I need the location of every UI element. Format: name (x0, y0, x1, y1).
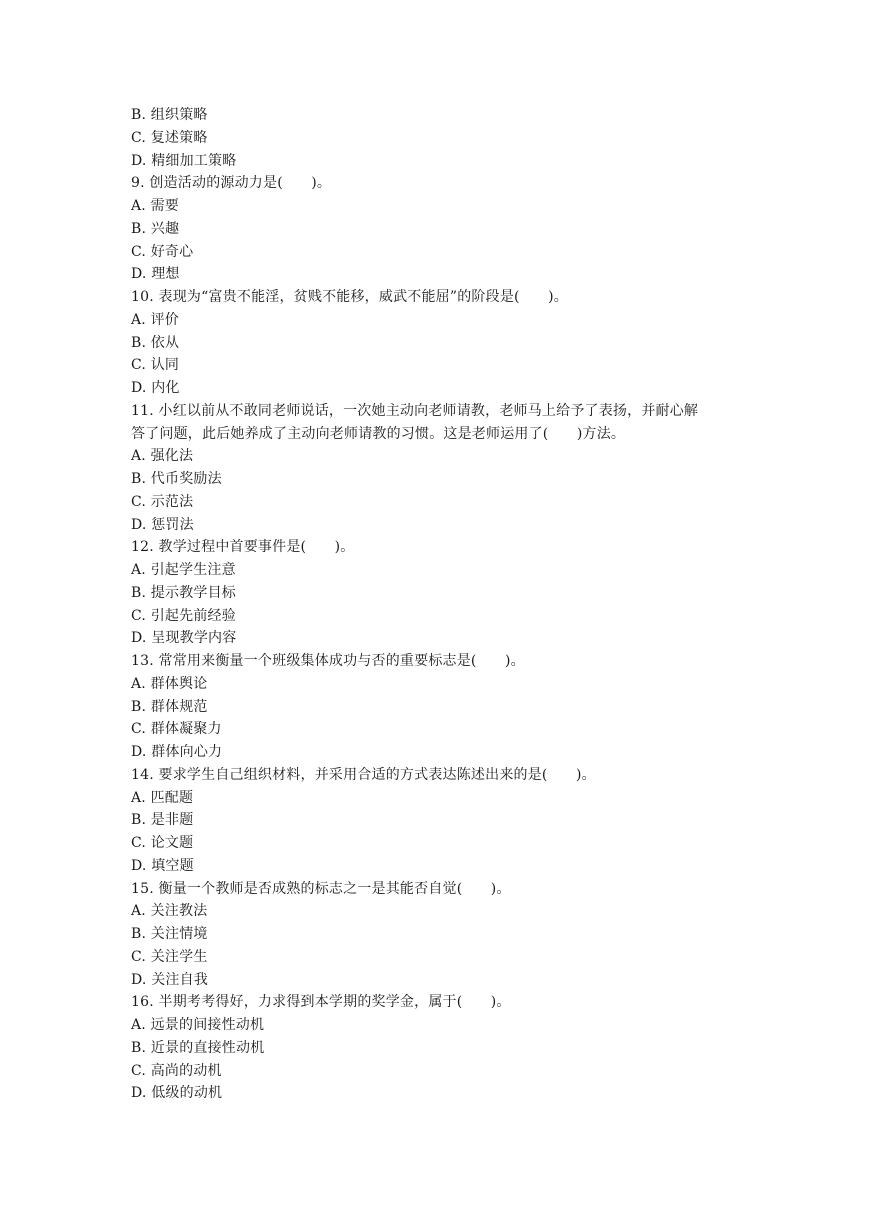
question-stem: 15. 衡量一个教师是否成熟的标志之一是其能否自觉( )。 (131, 880, 511, 897)
option-d: D. 低级的动机 (131, 1085, 223, 1102)
question-11 (131, 400, 751, 537)
option-a: A. 需要 (131, 198, 180, 214)
question-15 (131, 878, 751, 992)
option-c: C. 关注学生 (131, 948, 208, 965)
question-list (131, 104, 751, 1105)
option-c: C. 好奇心 (131, 243, 194, 260)
question-14 (131, 764, 751, 878)
option-c: C. 认同 (131, 357, 180, 374)
question-stem: 16. 半期考考得好，力求得到本学期的奖学金，属于( )。 (131, 994, 511, 1011)
question-stem: 13. 常常用来衡量一个班级集体成功与否的重要标志是( )。 (131, 653, 525, 669)
option-a: A. 群体舆论 (131, 675, 208, 692)
option-a: A. 评价 (131, 311, 180, 328)
option-d: D. 惩罚法 (131, 516, 194, 533)
option-line: B. 组织策略 (131, 107, 208, 123)
option-a: A. 远景的间接性动机 (131, 1017, 265, 1033)
question-stem: 12. 教学过程中首要事件是( )。 (131, 539, 355, 556)
option-d: D. 内化 (131, 380, 180, 396)
option-line: D. 精细加工策略 (131, 152, 237, 169)
question-stem-line-1: 11. 小红以前从不敢同老师说话，一次她主动向老师请教，老师马上给予了表扬，并耐心解 (131, 402, 699, 419)
option-a: A. 匹配题 (131, 789, 194, 806)
question-stem: 10. 表现为“富贵不能淫，贫贱不能移，威武不能屈”的阶段是( )。 (131, 289, 568, 305)
question-13 (131, 650, 751, 764)
option-d: D. 呈现教学内容 (131, 630, 237, 647)
option-d: D. 群体向心力 (131, 744, 223, 760)
option-a: A. 强化法 (131, 448, 194, 465)
option-b: B. 近景的直接性动机 (131, 1039, 265, 1056)
option-line: C. 复述策略 (131, 129, 208, 146)
option-d: D. 填空题 (131, 857, 194, 874)
option-c: C. 引起先前经验 (131, 607, 236, 624)
question-stem: 14. 要求学生自己组织材料，并采用合适的方式表达陈述出来的是( )。 (131, 766, 596, 783)
previous-options (131, 104, 751, 172)
option-d: D. 关注自我 (131, 971, 209, 988)
option-c: C. 群体凝聚力 (131, 721, 222, 738)
option-b: B. 依从 (131, 334, 180, 351)
option-b: B. 兴趣 (131, 220, 180, 237)
question-16 (131, 991, 751, 1105)
option-b: B. 代币奖励法 (131, 471, 222, 487)
option-d: D. 理想 (131, 266, 180, 283)
option-a: A. 引起学生注意 (131, 562, 236, 578)
question-12 (131, 536, 751, 650)
option-b: B. 关注情境 (131, 926, 208, 942)
question-9 (131, 172, 751, 286)
option-c: C. 高尚的动机 (131, 1062, 222, 1079)
option-b: B. 是非题 (131, 812, 194, 829)
question-stem-line-2: 答了问题，此后她养成了主动向老师请教的习惯。这是老师运用了( )方法。 (131, 425, 626, 442)
option-a: A. 关注教法 (131, 903, 208, 920)
option-b: B. 群体规范 (131, 698, 208, 715)
option-c: C. 示范法 (131, 493, 194, 510)
question-10 (131, 286, 751, 400)
option-c: C. 论文题 (131, 835, 194, 851)
question-stem: 9. 创造活动的源动力是( )。 (131, 175, 332, 192)
option-b: B. 提示教学目标 (131, 584, 236, 601)
